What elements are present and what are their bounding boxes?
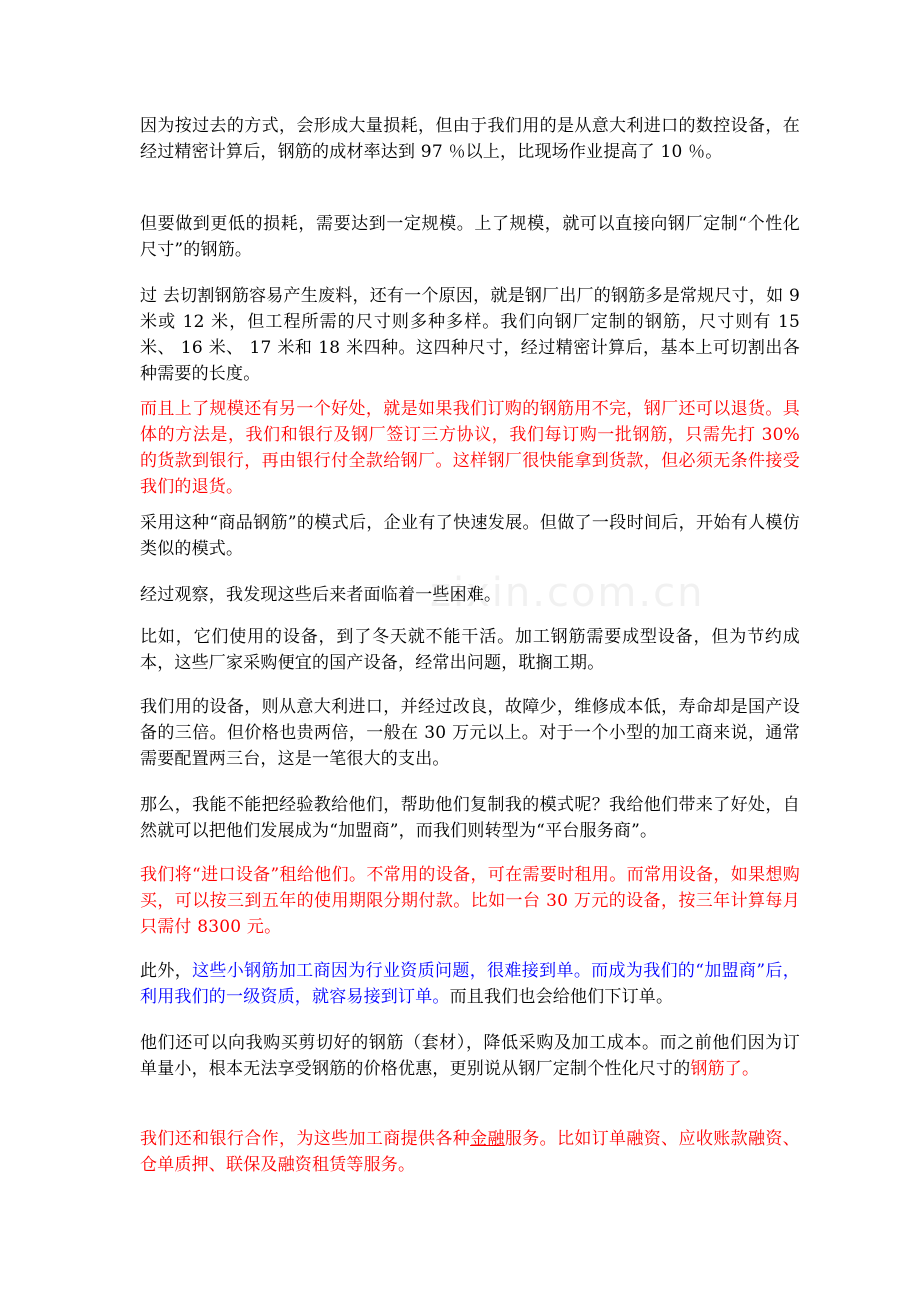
paragraph-12: [140, 1030, 800, 1082]
paragraph-11-highlight: 这些小钢筋加工商因为行业资质问题，很难接到单。而成为我们的“加盟商”后，利用我们的一级资质，就容易接到订单。: [140, 961, 800, 1007]
paragraph-12-highlight: 钢筋了。: [690, 1059, 760, 1079]
paragraph-11-end: 而且我们也会给他们下订单。: [449, 987, 674, 1007]
paragraph-6: 经过观察，我发现这些后来者面临着一些困难。: [140, 585, 502, 605]
paragraph-5: 采用这种“商品钢筋”的模式后，企业有了快速发展。但做了一段时间后，开始有人模仿类似的模式。: [140, 513, 800, 559]
finance-link[interactable]: 金融: [470, 1129, 505, 1149]
paragraph-9: 那么，我能不能把经验教给他们，帮助他们复制我的模式呢？我给他们带来了好处，自然就可以把他们发展成为“加盟商”，而我们则转型为“平台服务商”。: [140, 795, 800, 841]
paragraph-11: [140, 958, 800, 1010]
paragraph-13: [140, 1126, 800, 1178]
paragraph-8: 我们用的设备，则从意大利进口，并经过改良，故障少，维修成本低，寿命却是国产设备的三倍。但价格也贵两倍，一般在 30 万元以上。对于一个小型的加工商来说，通常需要配置两三台，这是一笔很大的支出。: [140, 697, 800, 769]
paragraph-1: 因为按过去的方式，会形成大量损耗，但由于我们用的是从意大利进口的数控设备，在经过精密计算后，钢筋的成材率达到 97 ％以上，比现场作业提高了 10 ％。: [140, 116, 800, 162]
paragraph-2: 但要做到更低的损耗，需要达到一定规模。上了规模，就可以直接向钢厂定制“个性化尺寸”的钢筋。: [140, 214, 800, 260]
paragraph-12-text: 他们还可以向我购买剪切好的钢筋（套材），降低采购及加工成本。而之前他们因为订单量小，根本无法享受钢筋的价格优惠，更别说从钢厂定制个性化尺寸的: [140, 1033, 800, 1079]
paragraph-11-start: 此外，: [140, 961, 193, 981]
paragraph-13-before: 我们还和银行合作，为这些加工商提供各种: [140, 1129, 471, 1149]
paragraph-7: 比如，它们使用的设备，到了冬天就不能干活。加工钢筋需要成型设备，但为节约成本，这些厂家采购便宜的国产设备，经常出问题，耽搁工期。: [140, 627, 800, 673]
paragraph-10: 我们将“进口设备”租给他们。不常用的设备，可在需要时租用。而常用设备，如果想购买，可以按三到五年的使用期限分期付款。比如一台 30 万元的设备，按三年计算每月只需付 8300 元。: [140, 865, 800, 937]
paragraph-13-after: 服务。比如订单融资、应收账款融资、仓单质押、联保及融资租赁等服务。: [140, 1129, 800, 1175]
watermark: zixin.com.cn: [430, 570, 705, 616]
paragraph-3: 过 去切割钢筋容易产生废料，还有一个原因，就是钢厂出厂的钢筋多是常规尺寸，如 9 米或 12 米，但工程所需的尺寸则多种多样。我们向钢厂定制的钢筋，尺寸则有 15 米、 16 米、 17 米和 18 米四种。这四种尺寸，经过精密计算后，基本上可切割出各种需要的长度。: [140, 286, 800, 384]
paragraph-4: 而且上了规模还有另一个好处，就是如果我们订购的钢筋用不完，钢厂还可以退货。具体的方法是，我们和银行及钢厂签订三方协议，我们每订购一批钢筋，只需先打 30% 的货款到银行，再由银行付全款给钢厂。这样钢厂很快能拿到货款，但必须无条件接受我们的退货。: [140, 399, 800, 497]
